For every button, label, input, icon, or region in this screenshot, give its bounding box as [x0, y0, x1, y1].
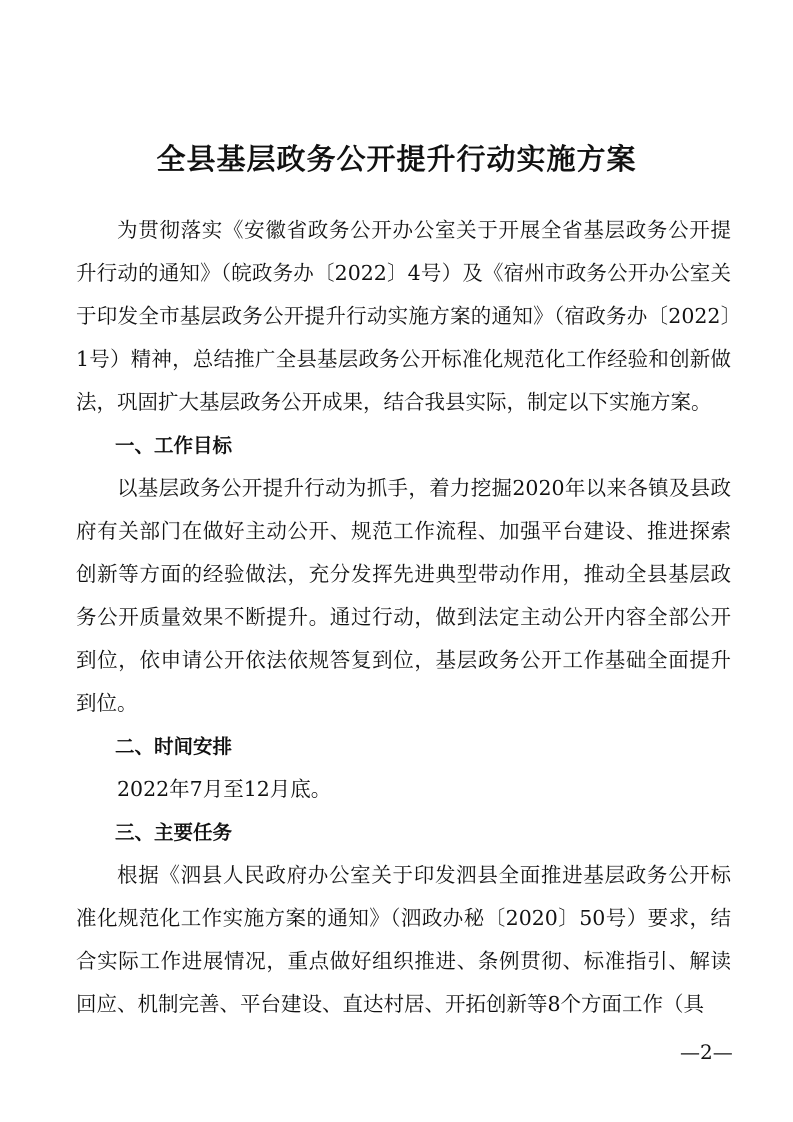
document-body: [76, 209, 731, 1026]
section-heading-schedule: 二、时间安排: [115, 735, 233, 758]
section-heading-goals: 一、工作目标: [115, 434, 233, 457]
section-heading-tasks: 三、主要任务: [115, 821, 233, 844]
page-number: —2—: [680, 1040, 733, 1064]
page-title: 全县基层政务公开提升行动实施方案: [156, 142, 637, 176]
section-body-tasks: 根据《泗县人民政府办公室关于印发泗县全面推进基层政务公开标准化规范化工作实施方案的通知》（泗政办秘〔2020〕50号）要求，结合实际工作进展情况，重点做好组织推进、条例贯彻、标准指引、解读回应、机制完善、平台建设、直达村居、开拓创新等8个方面工作（具: [76, 863, 731, 1016]
section-body-goals: 以基层政务公开提升行动为抓手，着力挖掘2020年以来各镇及县政府有关部门在做好主动公开、规范工作流程、加强平台建设、推进探索创新等方面的经验做法，充分发挥先进典型带动作用，推动全县基层政务公开质量效果不断提升。通过行动，做到法定主动公开内容全部公开到位，依申请公开依法依规答复到位，基层政务公开工作基础全面提升到位。: [76, 476, 731, 715]
section-body-schedule: 2022年7月至12月底。: [117, 777, 332, 801]
intro-paragraph: 为贯彻落实《安徽省政务公开办公室关于开展全省基层政务公开提升行动的通知》（皖政务办〔2022〕4号）及《宿州市政务公开办公室关于印发全市基层政务公开提升行动实施方案的通知》（宿政务办〔2022〕1号）精神，总结推广全县基层政务公开标准化规范化工作经验和创新做法，巩固扩大基层政务公开成果，结合我县实际，制定以下实施方案。: [76, 218, 731, 414]
